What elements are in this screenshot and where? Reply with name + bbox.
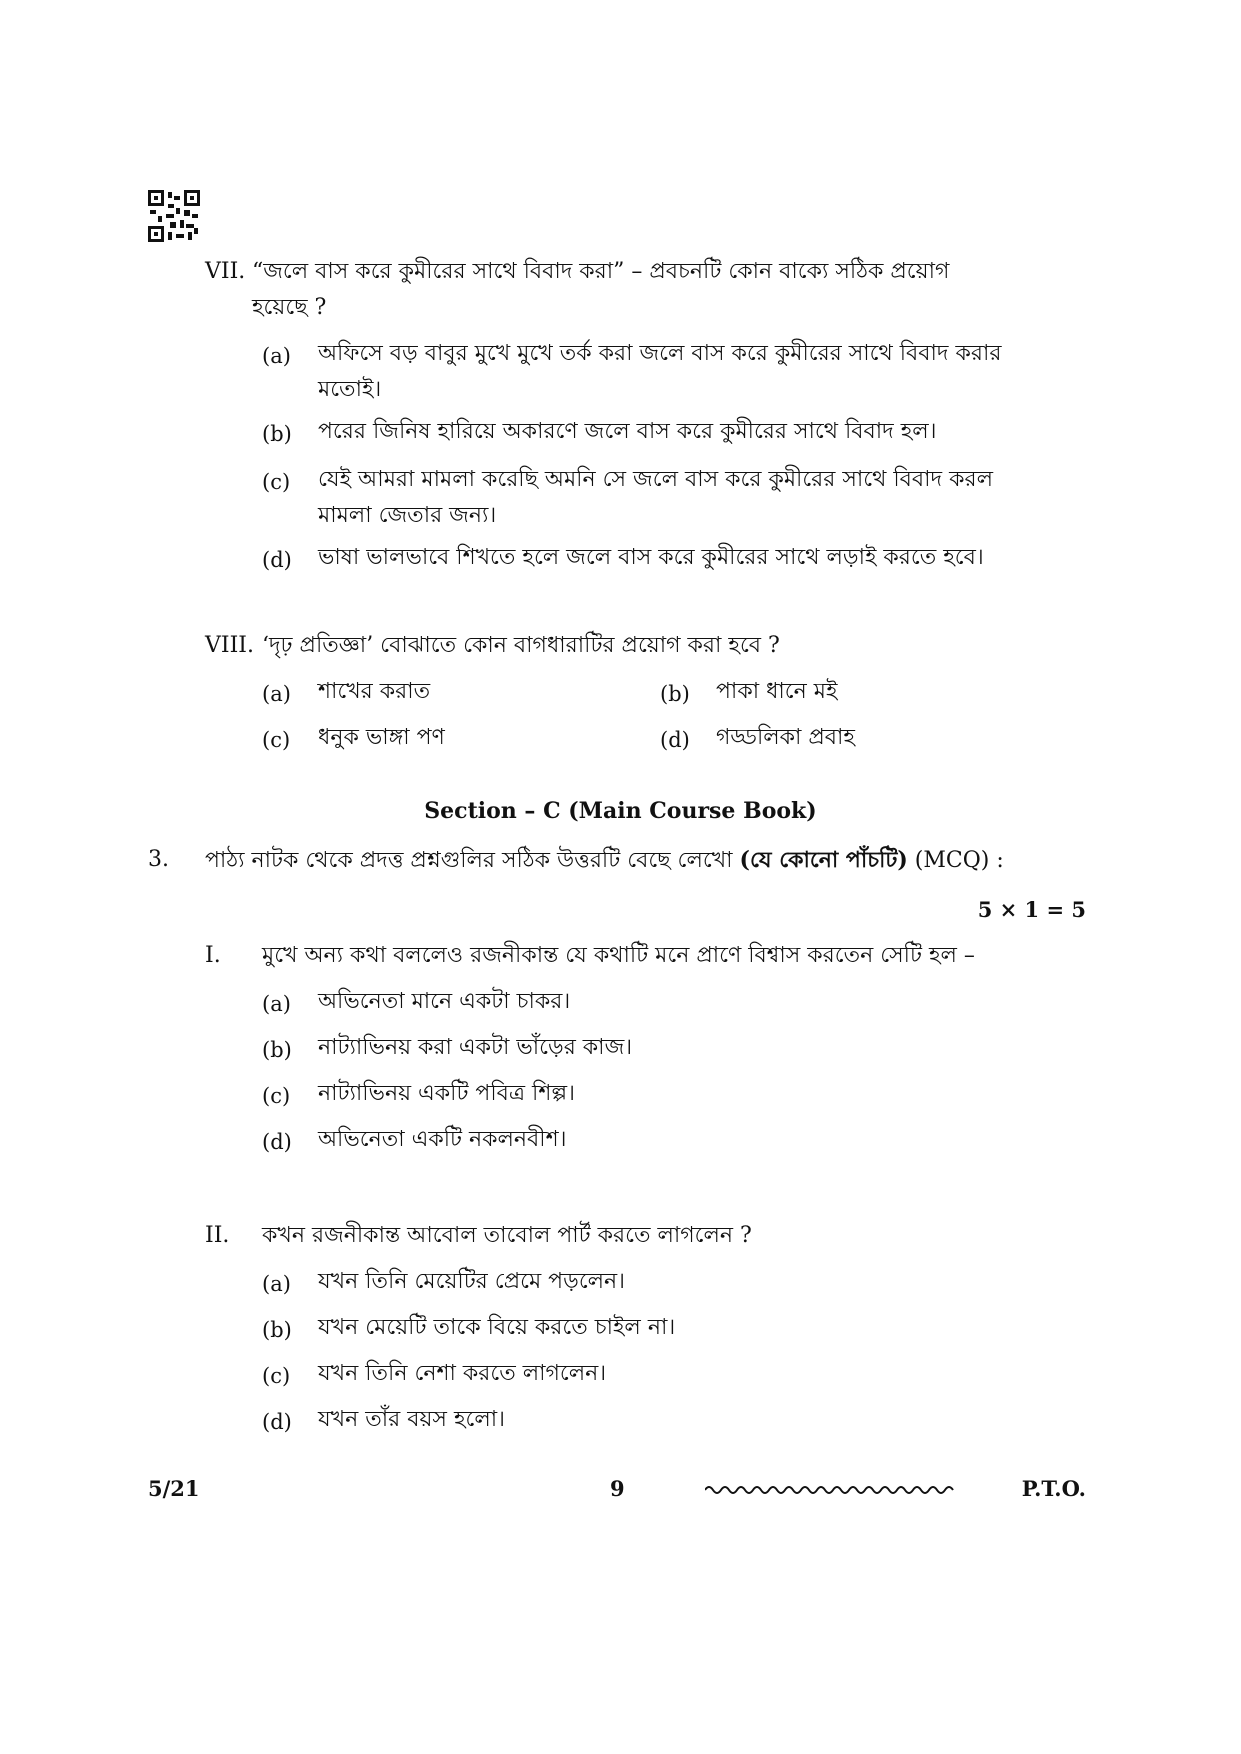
question-number: I. <box>205 943 221 968</box>
option-text: ধনুক ভাঙ্গা পণ <box>318 725 445 750</box>
option-text: অফিসে বড় বাবুর মুখে মুখে তর্ক করা জলে বাস করে কুমীরের সাথে বিবাদ করার <box>318 341 1002 366</box>
page-number: 9 <box>610 1476 625 1501</box>
question-text: “জলে বাস করে কুমীরের সাথে বিবাদ করা” – প্রবচনটি কোন বাক্যে সঠিক প্রয়োগ <box>252 259 950 284</box>
option-label: (c) <box>262 728 291 752</box>
question-number: VIII. <box>205 633 254 658</box>
question-text-part: (MCQ) : <box>907 848 1004 873</box>
question-text: ‘দৃঢ় প্রতিজ্ঞা’ বোঝাতে কোন বাগধারাটির প্রয়োগ করা হবে ? <box>262 633 780 658</box>
question-text: মুখে অন্য কথা বললেও রজনীকান্ত যে কথাটি মনে প্রাণে বিশ্বাস করতেন সেটি হল – <box>262 943 975 968</box>
option-text: গড্ডলিকা প্রবাহ <box>716 725 855 750</box>
option-label: (c) <box>262 470 291 494</box>
option-text: যেই আমরা মামলা করেছি অমনি সে জলে বাস করে কুমীরের সাথে বিবাদ করল <box>318 467 993 492</box>
option-label: (a) <box>262 992 291 1016</box>
question-text <box>205 842 1004 879</box>
question-text-part: পাঠ্য নাটক থেকে প্রদত্ত প্রশ্নগুলির সঠিক উত্তরটি বেছে লেখো <box>205 848 740 873</box>
option-text: যখন মেয়েটি তাকে বিয়ে করতে চাইল না। <box>318 1315 676 1340</box>
option-text: পরের জিনিষ হারিয়ে অকারণে জলে বাস করে কুমীরের সাথে বিবাদ হল। <box>318 419 937 444</box>
option-label: (a) <box>262 1272 291 1296</box>
option-text-continued: মামলা জেতার জন্য। <box>318 503 497 528</box>
option-text: যখন তাঁর বয়স হলো। <box>318 1407 505 1432</box>
option-label: (b) <box>262 422 292 446</box>
section-title: Section – C (Main Course Book) <box>424 798 817 824</box>
option-label: (a) <box>262 344 291 368</box>
option-label: (d) <box>660 728 690 752</box>
option-text-continued: মতোই। <box>318 377 382 402</box>
option-label: (b) <box>660 682 690 706</box>
option-label: (b) <box>262 1318 292 1342</box>
option-label: (d) <box>262 1410 292 1434</box>
option-label: (d) <box>262 548 292 572</box>
question-text-emphasis: (যে কোনো পাঁচটি) <box>739 847 908 873</box>
please-turn-over: P.T.O. <box>1021 1476 1086 1501</box>
option-text: অভিনেতা একটি নকলনবীশ। <box>318 1127 567 1152</box>
option-text: নাট্যাভিনয় একটি পবিত্র শিল্প। <box>318 1081 575 1106</box>
option-text: অভিনেতা মানে একটা চাকর। <box>318 989 571 1014</box>
option-label: (a) <box>262 682 291 706</box>
option-label: (d) <box>262 1130 292 1154</box>
option-text: যখন তিনি নেশা করতে লাগলেন। <box>318 1361 607 1386</box>
question-number: 3. <box>148 847 169 872</box>
option-text: যখন তিনি মেয়েটির প্রেমে পড়লেন। <box>318 1269 626 1294</box>
wavy-line-icon <box>705 1483 957 1497</box>
option-text: নাট্যাভিনয় করা একটা ভাঁড়ের কাজ। <box>318 1035 633 1060</box>
question-number: VII. <box>205 259 246 284</box>
option-label: (c) <box>262 1364 291 1388</box>
question-text-continued: হয়েছে ? <box>252 295 327 320</box>
option-text: পাকা ধানে মই <box>716 679 838 704</box>
option-label: (b) <box>262 1038 292 1062</box>
paper-code: 5/21 <box>148 1476 200 1501</box>
question-text: কখন রজনীকান্ত আবোল তাবোল পার্ট করতে লাগলেন ? <box>262 1223 752 1248</box>
qr-code-icon <box>148 190 200 242</box>
option-label: (c) <box>262 1084 291 1108</box>
option-text: শাখের করাত <box>318 679 431 704</box>
option-text: ভাষা ভালভাবে শিখতে হলে জলে বাস করে কুমীরের সাথে লড়াই করতে হবে। <box>318 545 984 570</box>
question-number: II. <box>205 1223 230 1248</box>
marks-allocation: 5 × 1 = 5 <box>977 897 1086 922</box>
